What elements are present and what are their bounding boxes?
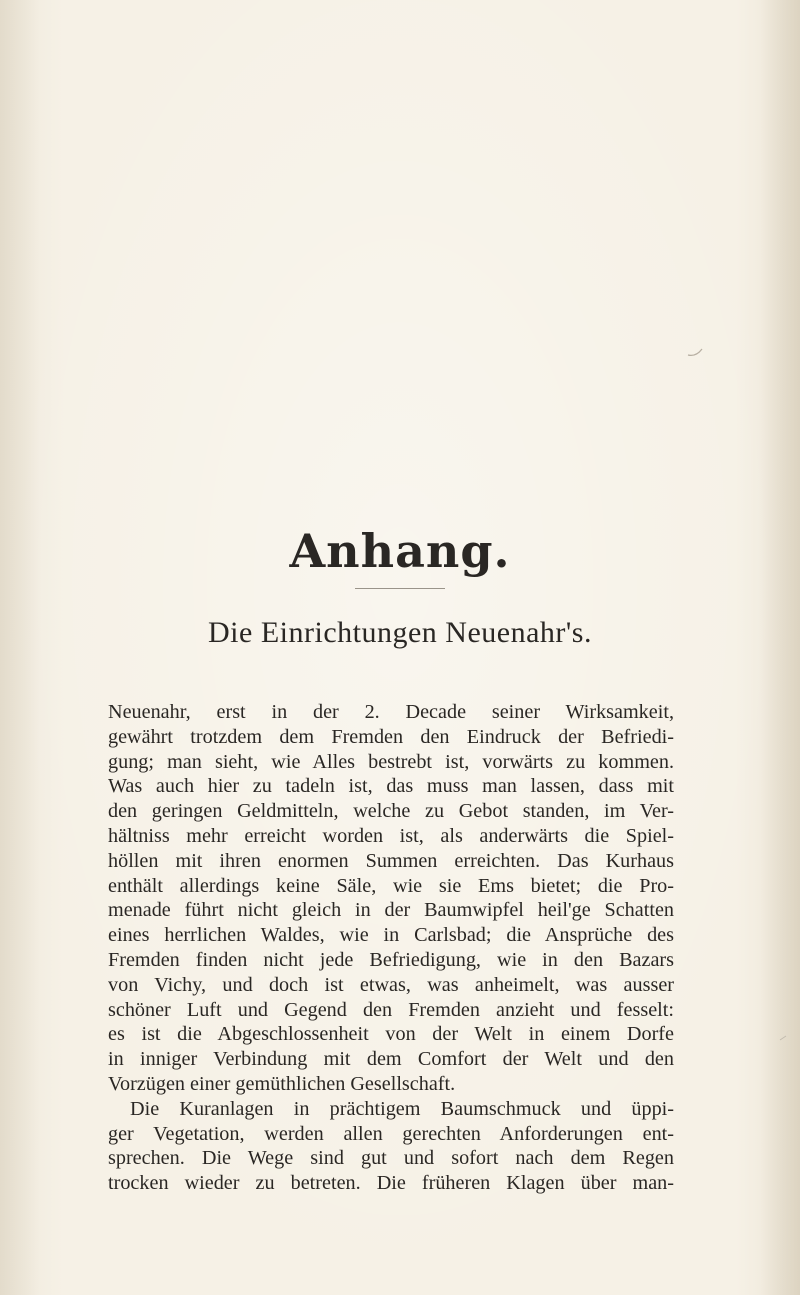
text-line: Vorzügen einer gemüthlichen Gesellschaft. xyxy=(108,1072,456,1095)
text-line: gung; man sieht, wie Alles bestrebt ist, vorwärts zu kommen. xyxy=(108,750,674,773)
paragraph-1 xyxy=(108,700,674,1097)
text-line: ger Vegetation, werden allen gerechten Anforderungen ent- xyxy=(108,1122,674,1145)
text-line: schöner Luft und Gegend den Fremden anzieht und fesselt: xyxy=(108,998,674,1021)
text-line: gewährt trotzdem dem Fremden den Eindruck der Befriedi- xyxy=(108,725,674,748)
text-line: sprechen. Die Wege sind gut und sofort nach dem Regen xyxy=(108,1147,674,1170)
text-line: es ist die Abgeschlossenheit von der Welt in einem Dorfe xyxy=(108,1023,674,1046)
text-line: Fremden finden nicht jede Befriedigung, wie in den Bazars xyxy=(108,948,674,971)
text-line: Neuenahr, erst in der 2. Decade seiner Wirksamkeit, xyxy=(108,701,674,723)
heading-divider xyxy=(355,588,445,589)
section-subheading: Die Einrichtungen Neuenahr's. xyxy=(208,616,592,649)
text-line: Was auch hier zu tadeln ist, das muss man lassen, dass mit xyxy=(108,775,674,798)
paragraph-2 xyxy=(108,1097,674,1196)
text-line: in inniger Verbindung mit dem Comfort der Welt und den xyxy=(108,1048,674,1071)
text-line: hältniss mehr erreicht worden ist, als anderwärts die Spiel- xyxy=(108,824,674,847)
body-text xyxy=(108,700,674,1196)
text-line: menade führt nicht gleich in der Baumwipfel heil'ge Schatten xyxy=(108,899,674,922)
text-line: von Vichy, und doch ist etwas, was anheimelt, was ausser xyxy=(108,973,674,996)
appendix-heading: Anhang. xyxy=(289,524,511,578)
text-line: Die Kuranlagen in prächtigem Baumschmuck und üppi- xyxy=(130,1097,674,1120)
text-line: höllen mit ihren enormen Summen erreichten. Das Kurhaus xyxy=(108,849,674,872)
text-line: eines herrlichen Waldes, wie in Carlsbad; die Ansprüche des xyxy=(108,924,674,947)
text-line: den geringen Geldmitteln, welche zu Gebot standen, im Ver- xyxy=(108,800,674,823)
text-line: trocken wieder zu betreten. Die früheren Klagen über man- xyxy=(108,1172,674,1195)
text-line: enthält allerdings keine Säle, wie sie Ems bietet; die Pro- xyxy=(108,874,674,897)
